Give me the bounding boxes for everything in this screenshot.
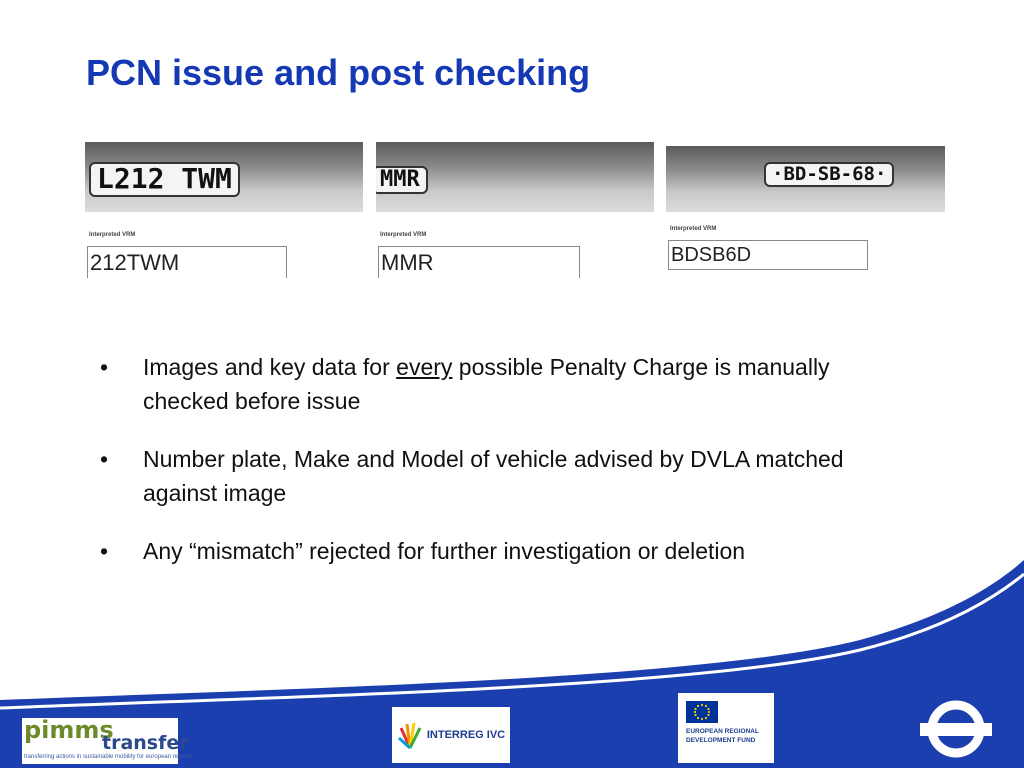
interpreted-vrm-field: MMR [378,246,580,278]
plate-caption: Interpreted VRM [380,232,427,238]
interpreted-vrm-field: 212TWM [87,246,287,278]
pimms-tagline: transferring actions in sustainable mobility for european regions [24,754,193,760]
bullet-text: Any “mismatch” rejected for further investigation or deletion [143,538,746,564]
bullet-item [100,350,920,418]
erdf-text [686,727,759,745]
number-plate: L212 TWM [89,162,240,197]
roundel-logo-icon [918,696,994,762]
interreg-burst-icon [397,720,423,750]
number-plate: ·BD-SB-68· [764,162,894,187]
pimms-word: pimms [24,716,114,744]
erdf-line: DEVELOPMENT FUND [686,737,756,744]
page-title: PCN issue and post checking [86,52,591,93]
plate-image-3 [666,146,945,272]
plate-image-2 [376,142,654,278]
eu-flag-icon [686,701,718,723]
number-plate: MMR [376,166,428,194]
erdf-logo [678,693,774,763]
pimms-transfer-logo [22,716,193,764]
plate-caption: Interpreted VRM [670,226,717,232]
erdf-line: EUROPEAN REGIONAL [686,728,759,735]
bullet-item [100,442,920,510]
interreg-logo [392,707,510,763]
bullet-marker: • [100,538,109,564]
bullet-text: Number plate, Make and Model of vehicle advised by DVLA matched against image [143,446,844,506]
plate-caption: Interpreted VRM [89,232,136,238]
bullet-text: Images and key data for [143,354,397,380]
plate-image-1 [85,142,363,278]
interpreted-vrm-field: BDSB6D [668,240,868,270]
bullet-marker: • [100,354,109,380]
emphasis-every: every [396,354,453,380]
bullet-text: possible Penalty Charge is manually checked before issue [143,354,830,414]
bullet-list [100,350,920,592]
interreg-label: INTERREG IVC [426,729,506,741]
bullet-marker: • [100,446,109,472]
transfer-word: transfer [102,732,189,754]
